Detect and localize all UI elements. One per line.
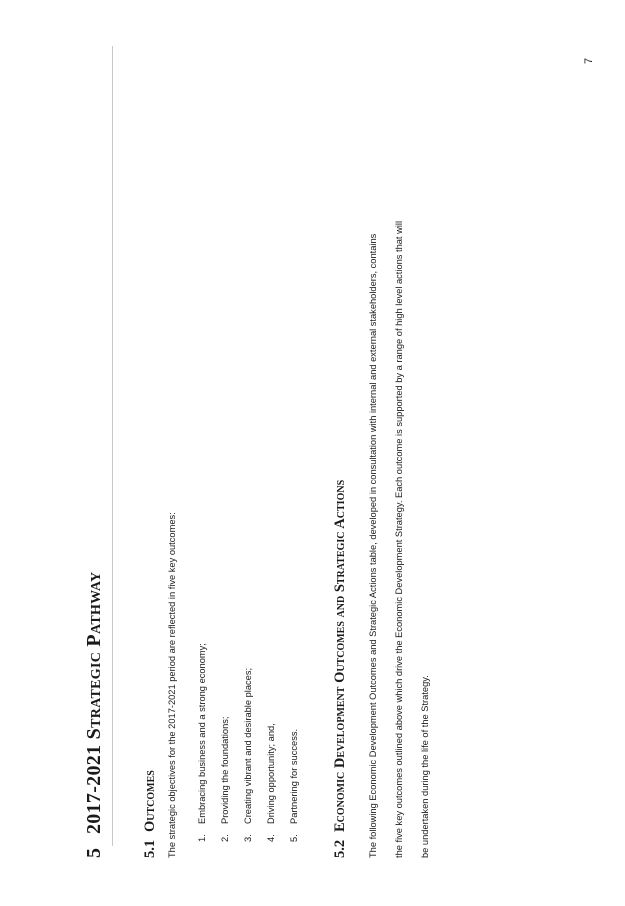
header-rule [112, 46, 113, 846]
list-item: 2.Providing the foundations; [220, 716, 230, 842]
actions-number: 5.2 [332, 839, 348, 858]
section-heading [83, 572, 106, 858]
outcomes-title: Outcomes [142, 770, 158, 832]
actions-paragraph-line-1: The following Economic Development Outcomes and Strategic Actions table, developed in consultation with internal and external stakeholders, contains [368, 233, 378, 858]
actions-paragraph-line-2: the five key outcomes outlined above which drive the Economic Development Strategy. Each outcome is supported by a range of high level actions that will [394, 220, 404, 858]
section-number: 5 [83, 847, 105, 858]
outcomes-intro: The strategic objectives for the 2017-2021 period are reflected in five key outcomes: [167, 512, 177, 858]
section-title: 2017-2021 Strategic Pathway [83, 571, 105, 834]
actions-paragraph-line-3: be undertaken during the life of the Strategy. [420, 675, 430, 858]
actions-title: Economic Development Outcomes and Strategic Actions [332, 479, 348, 832]
page-number: 7 [583, 57, 595, 64]
outcomes-heading [142, 770, 159, 858]
actions-heading [332, 480, 349, 858]
list-item: 5.Partnering for success. [289, 728, 299, 842]
list-item: 4.Driving opportunity; and, [266, 723, 276, 842]
outcomes-number: 5.1 [142, 839, 158, 858]
list-item: 3.Creating vibrant and desirable places; [243, 667, 253, 842]
list-item: 1.Embracing business and a strong economy; [197, 643, 207, 842]
